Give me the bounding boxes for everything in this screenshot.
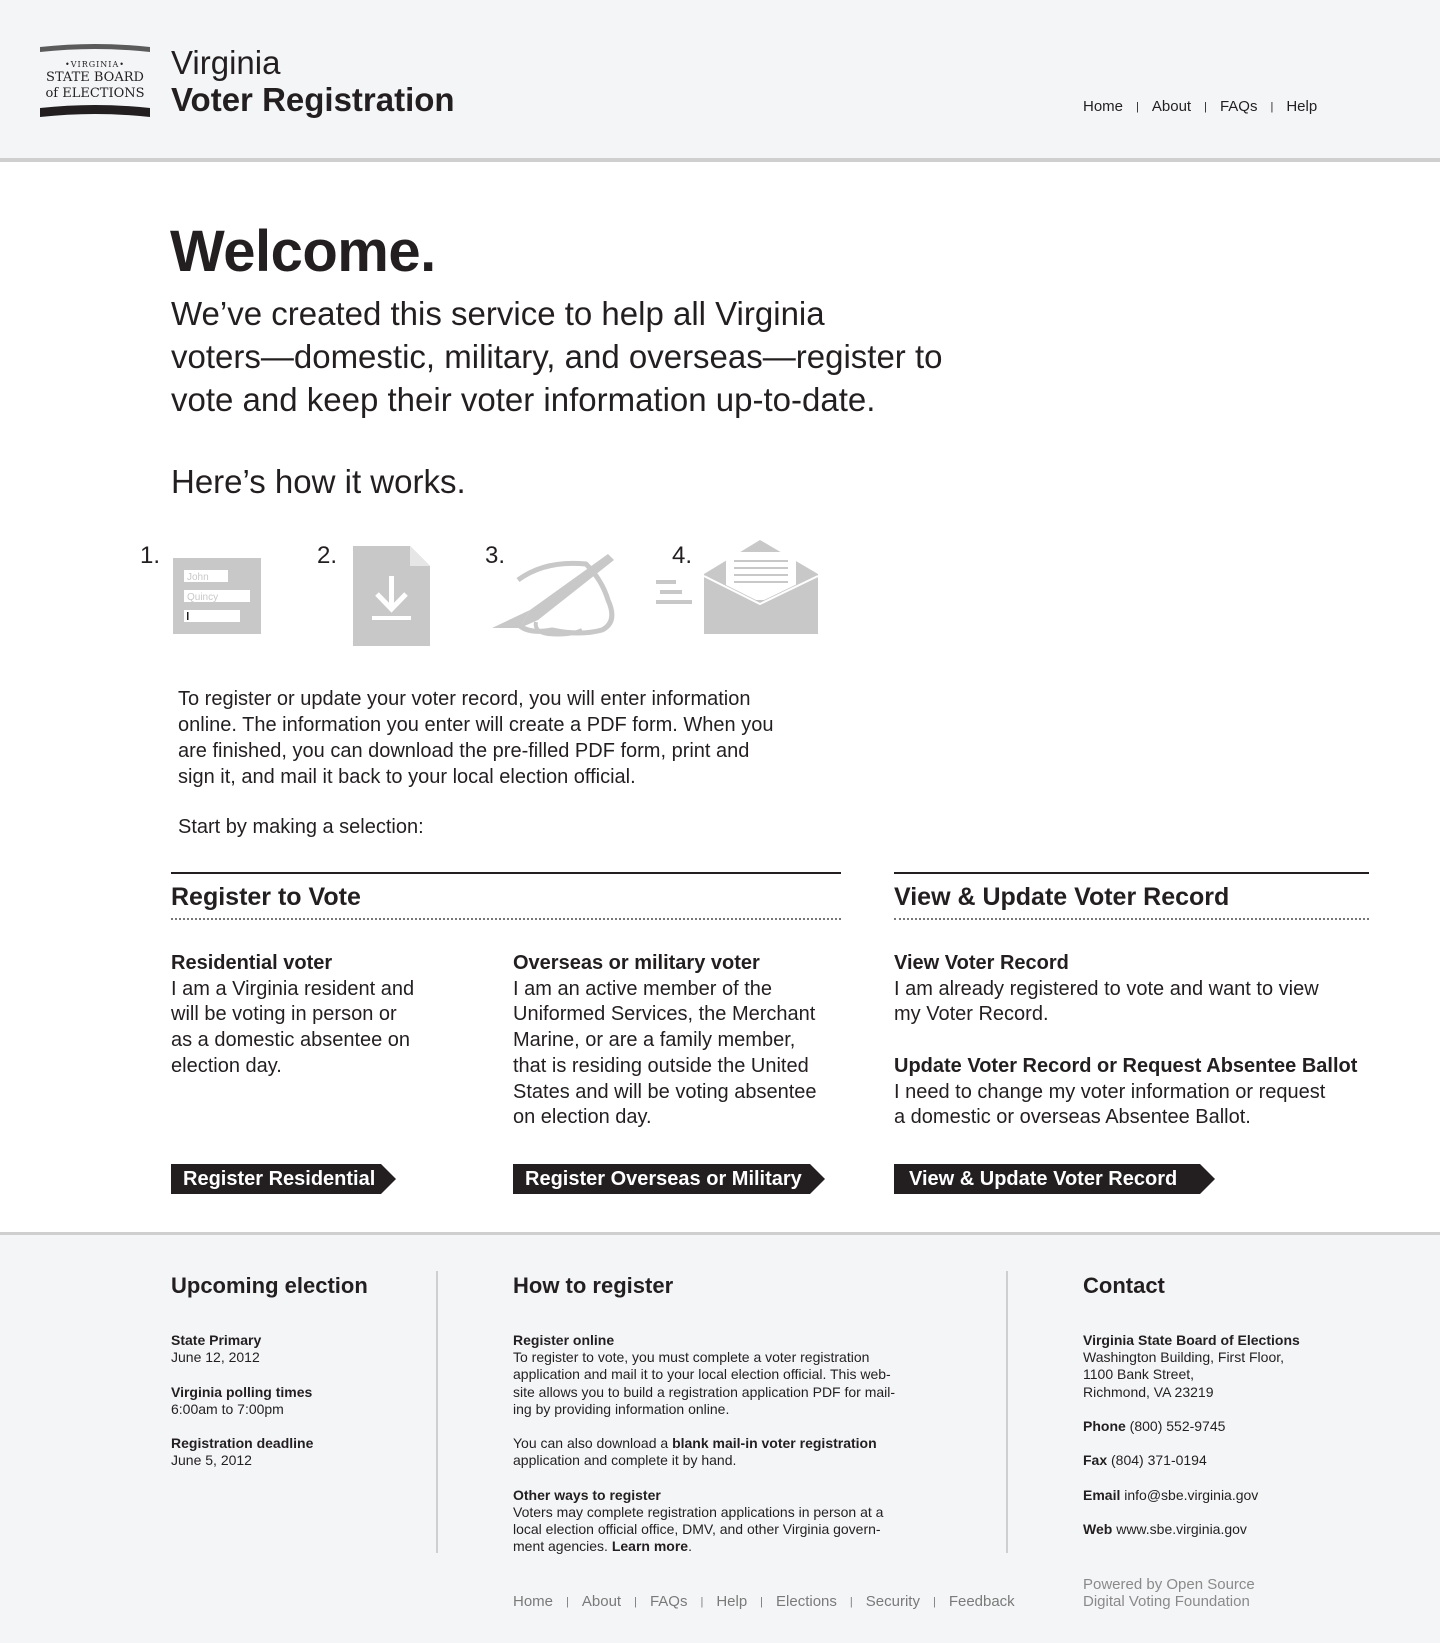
record-section-title: View & Update Voter Record: [894, 883, 1230, 911]
overseas-line: that is residing outside the United: [513, 1054, 809, 1077]
other-ways-line: Voters may complete registration applications in person at a: [513, 1504, 884, 1520]
instructions-line: To register or update your voter record, you will enter information: [178, 688, 751, 710]
nav-separator: |: [760, 1595, 764, 1608]
powered-line: Digital Voting Foundation: [1083, 1593, 1250, 1611]
mail-envelope-icon: [656, 540, 820, 636]
election-item-label: Registration deadline: [171, 1435, 314, 1452]
step-1-number: 1.: [140, 542, 161, 569]
residential-line: I am a Virginia resident and: [171, 977, 415, 1000]
view-update-record-button[interactable]: View & Update Voter Record: [894, 1164, 1200, 1194]
residential-voter-title: Residential voter: [171, 952, 333, 974]
overseas-line: Marine, or are a family member,: [513, 1029, 796, 1052]
step-4-number: 4.: [672, 542, 693, 569]
logo-line3: of ELECTIONS: [45, 86, 145, 101]
contact-web: [1083, 1521, 1413, 1538]
contact-org: Virginia State Board of Elections: [1083, 1332, 1300, 1348]
instructions-line: sign it, and mail it back to your local election official.: [178, 766, 636, 788]
overseas-line: I am an active member of the: [513, 977, 773, 1000]
logo-line2: STATE BOARD: [46, 70, 144, 85]
email-label: Email: [1083, 1486, 1121, 1503]
form-fields-icon: [173, 558, 263, 635]
register-online-line: site allows you to build a registration application PDF for mail-: [513, 1383, 896, 1400]
overseas-voter-title: Overseas or military voter: [513, 952, 760, 974]
register-overseas-button[interactable]: Register Overseas or Military: [513, 1164, 810, 1194]
start-selection-text: Start by making a selection:: [178, 816, 424, 838]
residential-line: election day.: [171, 1054, 282, 1077]
step-3-number: 3.: [485, 542, 506, 569]
contact-fax: [1083, 1452, 1413, 1469]
register-section-header: [171, 872, 841, 918]
update-record-line: a domestic or overseas Absentee Ballot.: [894, 1106, 1251, 1129]
nav-separator: |: [700, 1595, 704, 1608]
nav-separator: |: [1270, 100, 1274, 113]
residential-line: will be voting in person or: [171, 1003, 397, 1026]
form-field-first: John: [187, 572, 209, 583]
overseas-line: Uniformed Services, the Merchant: [513, 1003, 816, 1026]
nav-separator: |: [634, 1595, 637, 1608]
footer-nav-feedback[interactable]: Feedback: [948, 1593, 1015, 1610]
overseas-voter-option: [513, 951, 853, 1131]
overseas-line: on election day.: [513, 1106, 652, 1129]
residential-line: as a domestic absentee on: [171, 1029, 411, 1052]
election-item-value: 6:00am to 7:00pm: [171, 1400, 284, 1417]
site-footer: [0, 1232, 1440, 1643]
phone-label: Phone: [1083, 1418, 1126, 1434]
register-online-title: Register online: [513, 1332, 615, 1348]
contact-email: [1083, 1487, 1413, 1504]
address-line: 1100 Bank Street,: [1083, 1366, 1195, 1383]
footer-nav-security[interactable]: Security: [865, 1593, 920, 1610]
view-record-title: View Voter Record: [894, 952, 1069, 974]
view-record-line: I am already registered to vote and want to view: [894, 977, 1319, 1000]
nav-separator: |: [1204, 100, 1207, 113]
view-record-line: my Voter Record.: [894, 1003, 1049, 1026]
welcome-heading: Welcome.: [170, 219, 436, 284]
powered-by[interactable]: [1083, 1576, 1255, 1610]
step-2-number: 2.: [317, 542, 338, 569]
footer-nav-about[interactable]: About: [581, 1593, 622, 1610]
learn-more-link[interactable]: Learn more: [611, 1538, 689, 1555]
site-title-line1: Virginia: [171, 44, 281, 81]
footer-nav: [513, 1593, 1015, 1610]
footer-divider: [1006, 1271, 1008, 1553]
period: .: [688, 1538, 692, 1555]
download-prefix: You can also download a: [513, 1435, 673, 1452]
register-residential-button[interactable]: Register Residential: [171, 1164, 381, 1194]
record-section-header: [894, 872, 1369, 918]
update-record-option: [894, 1054, 1394, 1131]
contact-heading: Contact: [1083, 1273, 1165, 1298]
register-online-line: ing by providing information online.: [513, 1400, 730, 1417]
site-title-line2: Voter Registration: [171, 80, 455, 118]
address-line: Washington Building, First Floor,: [1083, 1349, 1285, 1366]
instructions-line: are finished, you can download the pre-filled PDF form, print and: [178, 740, 750, 762]
register-online-line: application and mail it to your local election official. This web-: [513, 1366, 891, 1383]
top-nav: [1083, 98, 1317, 115]
nav-separator: |: [1136, 100, 1139, 113]
instructions-line: online. The information you enter will create a PDF form. When you: [178, 714, 774, 736]
register-online-line: To register to vote, you must complete a voter registration: [513, 1349, 870, 1366]
instructions-text: [178, 686, 838, 790]
dotted-divider: [171, 918, 841, 920]
nav-help[interactable]: Help: [1286, 98, 1318, 115]
nav-separator: |: [566, 1595, 569, 1608]
footer-divider: [436, 1271, 438, 1553]
how-to-register-heading: How to register: [513, 1273, 674, 1298]
intro-line: voters—domestic, military, and overseas—register to: [171, 338, 943, 375]
register-section-title: Register to Vote: [171, 883, 361, 911]
nav-faqs[interactable]: FAQs: [1219, 98, 1258, 115]
contact-address-block: [1083, 1332, 1413, 1401]
fax-label: Fax: [1083, 1452, 1108, 1469]
footer-nav-home[interactable]: Home: [513, 1593, 554, 1610]
site-header: [0, 0, 1440, 162]
other-ways-line: local election official office, DMV, and other Virginia govern-: [513, 1521, 881, 1538]
intro-text: [171, 292, 1071, 421]
nav-home[interactable]: Home: [1083, 98, 1124, 115]
dotted-divider: [894, 918, 1369, 920]
web-link[interactable]: www.sbe.virginia.gov: [1116, 1521, 1247, 1538]
election-item-label: Virginia polling times: [171, 1383, 313, 1400]
blank-form-link[interactable]: blank mail-in voter registration: [672, 1435, 877, 1452]
web-label: Web: [1083, 1521, 1113, 1538]
how-it-works-heading: Here’s how it works.: [171, 463, 466, 500]
update-record-line: I need to change my voter information or request: [894, 1080, 1326, 1103]
footer-nav-faqs[interactable]: FAQs: [649, 1593, 688, 1610]
site-title[interactable]: [171, 45, 455, 119]
election-item: [171, 1435, 431, 1469]
fax-value: (804) 371-0194: [1111, 1452, 1207, 1469]
footer-nav-help[interactable]: Help: [716, 1593, 748, 1610]
overseas-line: States and will be voting absentee: [513, 1080, 817, 1103]
other-ways-last: ment agencies.: [513, 1538, 612, 1555]
contact-phone: [1083, 1418, 1413, 1435]
nav-separator: |: [932, 1595, 936, 1608]
election-item-label: State Primary: [171, 1332, 262, 1348]
other-ways-block: [513, 1487, 973, 1556]
address-line: Richmond, VA 23219: [1083, 1383, 1214, 1400]
intro-line: vote and keep their voter information up-to-date.: [171, 381, 876, 418]
intro-line: We’ve created this service to help all Virginia: [171, 295, 825, 332]
upcoming-election-list: [171, 1332, 431, 1487]
download-document-icon: [353, 546, 430, 646]
election-item: [171, 1332, 431, 1366]
election-item: [171, 1384, 431, 1418]
download-block: [513, 1435, 973, 1469]
download-suffix: application and complete it by hand.: [513, 1452, 737, 1469]
register-online-block: [513, 1332, 973, 1418]
other-ways-title: Other ways to register: [513, 1486, 661, 1503]
signing-hand-icon: [490, 550, 618, 638]
election-item-value: June 12, 2012: [171, 1349, 260, 1366]
contact-details: [1083, 1332, 1413, 1556]
nav-separator: |: [849, 1595, 853, 1608]
form-field-middle: Quincy: [187, 592, 219, 603]
view-record-option: [894, 951, 1374, 1028]
logo-line1: •VIRGINIA•: [65, 60, 125, 69]
residential-voter-option: [171, 951, 471, 1080]
phone-value: (800) 552-9745: [1129, 1418, 1226, 1434]
how-to-register-text: [513, 1332, 973, 1573]
update-record-title: Update Voter Record or Request Absentee Ballot: [894, 1055, 1358, 1077]
state-board-logo[interactable]: [40, 43, 150, 117]
email-link[interactable]: info@sbe.virginia.gov: [1124, 1486, 1259, 1503]
election-item-value: June 5, 2012: [171, 1452, 252, 1469]
nav-about[interactable]: About: [1151, 98, 1192, 115]
powered-line: Powered by Open Source: [1083, 1576, 1255, 1593]
upcoming-election-heading: Upcoming election: [171, 1273, 368, 1298]
footer-nav-elections[interactable]: Elections: [776, 1593, 837, 1610]
